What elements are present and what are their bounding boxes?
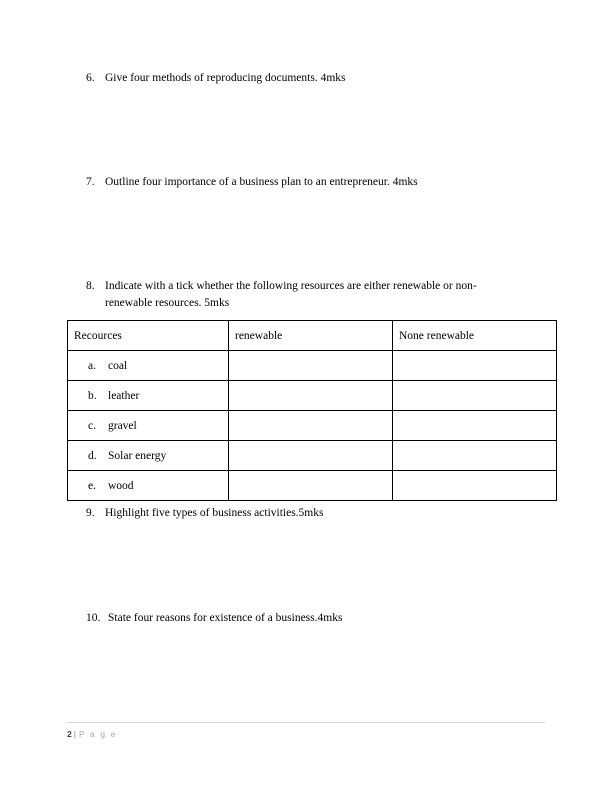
table-cell-resource xyxy=(68,351,229,381)
list-marker: b. xyxy=(88,389,97,402)
table-row xyxy=(68,441,557,471)
question-item-10 xyxy=(86,610,516,627)
question-item-7 xyxy=(86,174,516,191)
question-text-6: Give four methods of reproducing documents. 4mks xyxy=(105,72,346,84)
question-number-8: 8. xyxy=(86,280,95,292)
question-number-7: 7. xyxy=(86,176,95,188)
footer-page-label: P a g e xyxy=(78,729,117,739)
question-number-6: 6. xyxy=(86,72,95,84)
question-item-9 xyxy=(86,505,516,522)
table-cell-renewable[interactable] xyxy=(229,471,393,501)
table-cell-none-renewable[interactable] xyxy=(393,441,557,471)
question-text-9: Highlight five types of business activities.5mks xyxy=(105,507,324,519)
table-row xyxy=(68,411,557,441)
table-cell-none-renewable[interactable] xyxy=(393,471,557,501)
footer-separator: | xyxy=(73,729,76,739)
question-text-10: State four reasons for existence of a business.4mks xyxy=(108,612,343,624)
footer-divider xyxy=(67,722,545,723)
question-text-7: Outline four importance of a business plan to an entrepreneur. 4mks xyxy=(105,176,418,188)
question-text-8: Indicate with a tick whether the following resources are either renewable or non-renewable resources. 5mks xyxy=(105,280,477,309)
table-header-renewable: renewable xyxy=(229,321,393,351)
list-marker: e. xyxy=(88,479,96,492)
table-cell-renewable[interactable] xyxy=(229,441,393,471)
table-cell-renewable[interactable] xyxy=(229,381,393,411)
table-cell-none-renewable[interactable] xyxy=(393,411,557,441)
table-cell-resource xyxy=(68,471,229,501)
list-marker: d. xyxy=(88,449,97,462)
renewable-resources-table xyxy=(67,320,557,501)
resource-label: wood xyxy=(108,479,134,492)
table-cell-none-renewable[interactable] xyxy=(393,381,557,411)
question-number-9: 9. xyxy=(86,507,95,519)
resource-label: Solar energy xyxy=(108,449,167,462)
table-row xyxy=(68,351,557,381)
resource-label: gravel xyxy=(108,419,137,432)
table-cell-renewable[interactable] xyxy=(229,411,393,441)
table-cell-resource xyxy=(68,381,229,411)
table-cell-resource xyxy=(68,441,229,471)
resource-label: coal xyxy=(108,359,128,372)
table-row xyxy=(68,471,557,501)
table-header-none-renewable: None renewable xyxy=(393,321,557,351)
table-cell-resource xyxy=(68,411,229,441)
table-row xyxy=(68,381,557,411)
question-number-10: 10. xyxy=(86,612,101,624)
table-header-resources: Recources xyxy=(68,321,229,351)
question-item-6 xyxy=(86,70,516,87)
footer-page-number: 2 xyxy=(67,729,72,739)
resource-label: leather xyxy=(108,389,140,402)
question-item-8 xyxy=(86,278,498,311)
list-marker: a. xyxy=(88,359,96,372)
list-marker: c. xyxy=(88,419,96,432)
table-cell-renewable[interactable] xyxy=(229,351,393,381)
page-footer xyxy=(67,729,117,739)
table-cell-none-renewable[interactable] xyxy=(393,351,557,381)
table-header-row xyxy=(68,321,557,351)
